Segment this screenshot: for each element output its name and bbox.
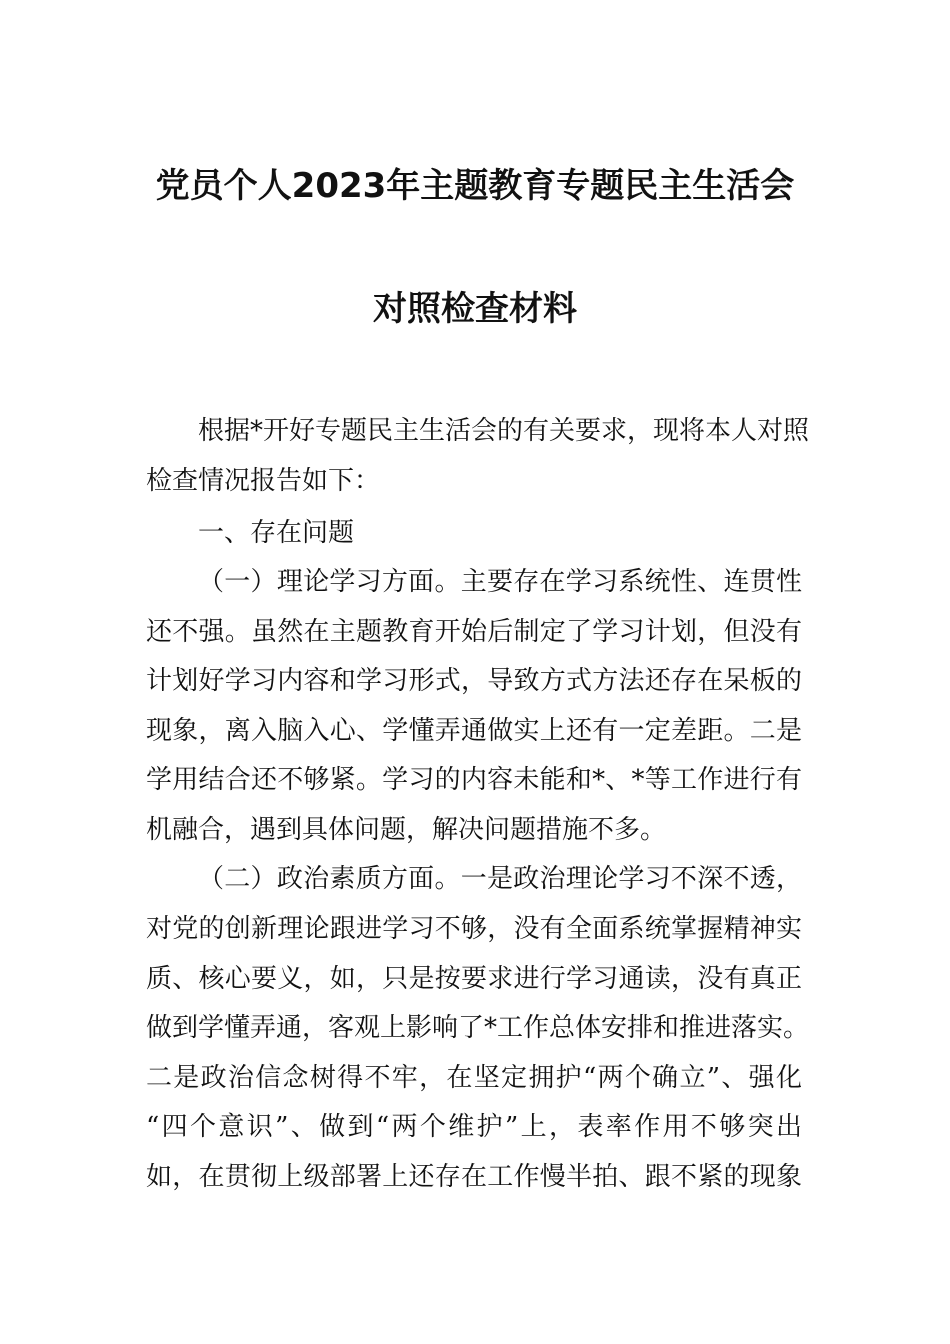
paragraph-line: 现象，离入脑入心、学懂弄通做实上还有一定差距。二是 [146,716,802,746]
paragraph-line: （二）政治素质方面。一是政治理论学习不深不透， [198,864,802,894]
section-heading: 一、存在问题 [198,518,355,548]
paragraph-line: 机融合，遇到具体问题，解决问题措施不多。 [146,815,667,845]
paragraph-line: 做到学懂弄通，客观上影响了*工作总体安排和推进落实。 [146,1013,810,1043]
paragraph-line: 检查情况报告如下： [146,466,381,496]
document-title-line-2: 对照检查材料 [373,289,577,329]
paragraph-line: 根据*开好专题民主生活会的有关要求，现将本人对照 [198,416,810,446]
paragraph-line: 学用结合还不够紧。学习的内容未能和*、*等工作进行有 [146,765,802,795]
paragraph-line: （一）理论学习方面。主要存在学习系统性、连贯性 [198,567,802,597]
paragraph-line: 如，在贯彻上级部署上还存在工作慢半拍、跟不紧的现象 [146,1162,802,1192]
document-title-line-1: 党员个人2023年主题教育专题民主生活会 [155,166,795,206]
paragraph-line: 二是政治信念树得不牢，在坚定拥护“两个确立”、强化 [146,1063,802,1093]
paragraph-line: 计划好学习内容和学习形式，导致方式方法还存在呆板的 [146,666,802,696]
paragraph-line: 对党的创新理论跟进学习不够，没有全面系统掌握精神实 [146,914,802,944]
paragraph-line: 质、核心要义，如，只是按要求进行学习通读，没有真正 [146,964,802,994]
paragraph-line: “四个意识”、做到“两个维护”上，表率作用不够突出 [146,1112,802,1142]
paragraph-line: 还不强。虽然在主题教育开始后制定了学习计划，但没有 [146,617,802,647]
